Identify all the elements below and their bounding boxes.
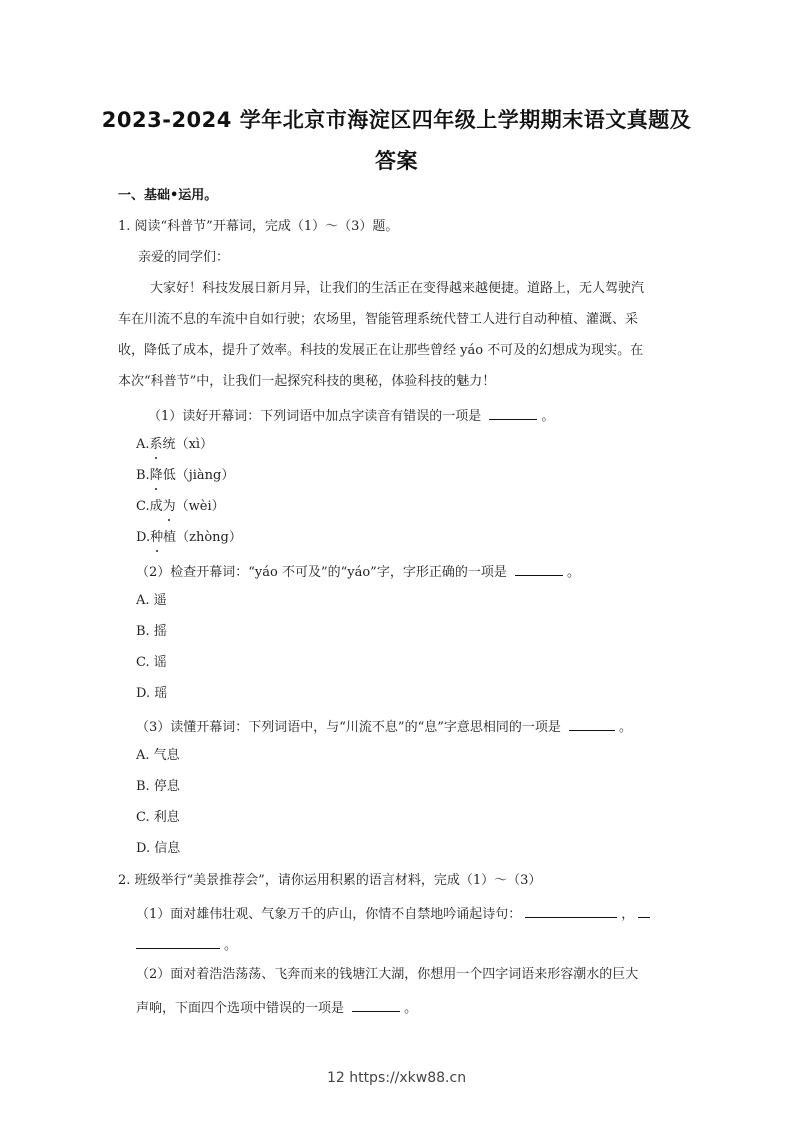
document-title: 2023-2024 学年北京市海淀区四年级上学期期末语文真题及 (101, 108, 692, 132)
emphasis-dot-char: 系 (149, 437, 163, 452)
prompt-text: （2）检查开幕词：“yáo 不可及”的“yáo”字，字形正确的一项是 (136, 565, 507, 580)
option-b: B.降低（jiàng） (136, 468, 235, 483)
option-c: C. 利息 (136, 810, 180, 825)
answer-blank[interactable] (525, 903, 617, 918)
prompt-end: 。 (619, 720, 633, 735)
emphasis-dot-char: 种 (150, 530, 164, 545)
option-d: D. 瑶 (136, 686, 168, 701)
option-a: A. 遥 (136, 593, 167, 608)
question-1-stem: 1. 阅读“科普节”开幕词，完成（1）～（3）题。 (118, 219, 399, 234)
document-title-continued: 答案 (375, 149, 418, 173)
emphasis-dot-char: 降 (149, 468, 163, 483)
prompt-text: （3）读懂开幕词：下列词语中，与“川流不息”的“息”字意思相同的一项是 (136, 720, 561, 735)
option-d: D.种植（zhòng） (136, 530, 242, 545)
subquestion-2-2: （2）面对着浩浩荡荡、飞奔而来的钱塘江大湖，你想用一个四字词语来形容潮水的巨大 (136, 967, 639, 982)
answer-blank[interactable] (352, 997, 400, 1012)
page-footer: 12 https://xkw88.cn (326, 1070, 467, 1086)
passage-line: 车在川流不息的车流中自如行驶；农场里，智能管理系统代替工人进行自动种植、灌溉、采 (118, 312, 639, 327)
question-2-stem: 2. 班级举行“美景推荐会”，请你运用积累的语言材料，完成（1）～（3） (118, 873, 542, 888)
option-a: A.系统（xì） (136, 437, 214, 452)
subquestion-2-1-continued: 。 (136, 934, 237, 955)
prompt-end: 。 (541, 409, 555, 424)
passage-line: 收，降低了成本，提升了效率。科技的发展正在让那些曾经 yáo 不可及的幻想成为现实。在 (118, 343, 644, 358)
prompt-text: （1）面对雄伟壮观、气象万千的庐山，你情不自禁地吟诵起诗句： (136, 907, 522, 922)
subquestion-1-3 (136, 716, 632, 737)
prompt-end: 。 (566, 565, 580, 580)
subquestion-2-2-continued: 声响，下面四个选项中错误的一项是 。 (136, 997, 417, 1018)
subquestion-1-2 (136, 561, 580, 582)
answer-blank[interactable] (638, 903, 650, 918)
answer-blank[interactable] (515, 561, 563, 576)
option-c: C.成为（wèi） (136, 499, 225, 514)
prompt-text: 声响，下面四个选项中错误的一项是 (136, 1001, 345, 1016)
option-b: B. 摇 (136, 624, 167, 639)
emphasis-dot-char: 为 (162, 499, 176, 514)
option-d: D. 信息 (136, 841, 181, 856)
option-b: B. 停息 (136, 779, 180, 794)
greeting: 亲爱的同学们： (138, 250, 230, 265)
option-a: A. 气息 (136, 748, 180, 763)
subquestion-2-1: （1）面对雄伟壮观、气象万千的庐山，你情不自禁地吟诵起诗句： ， (136, 903, 654, 924)
prompt-text: （1）读好开幕词：下列词语中加点字读音有错误的一项是 (148, 409, 482, 424)
answer-blank[interactable] (569, 716, 615, 731)
answer-blank[interactable] (136, 934, 220, 949)
passage-line: 大家好！科技发展日新月异，让我们的生活正在变得越来越便捷。道路上，无人驾驶汽 (150, 281, 645, 296)
option-c: C. 谣 (136, 655, 167, 670)
passage-line: 本次“科普节”中，让我们一起探究科技的奥秘，体验科技的魅力！ (118, 374, 496, 389)
section-heading: 一、基础•运用。 (118, 188, 218, 203)
subquestion-1-1 (148, 405, 554, 426)
answer-blank[interactable] (489, 405, 537, 420)
